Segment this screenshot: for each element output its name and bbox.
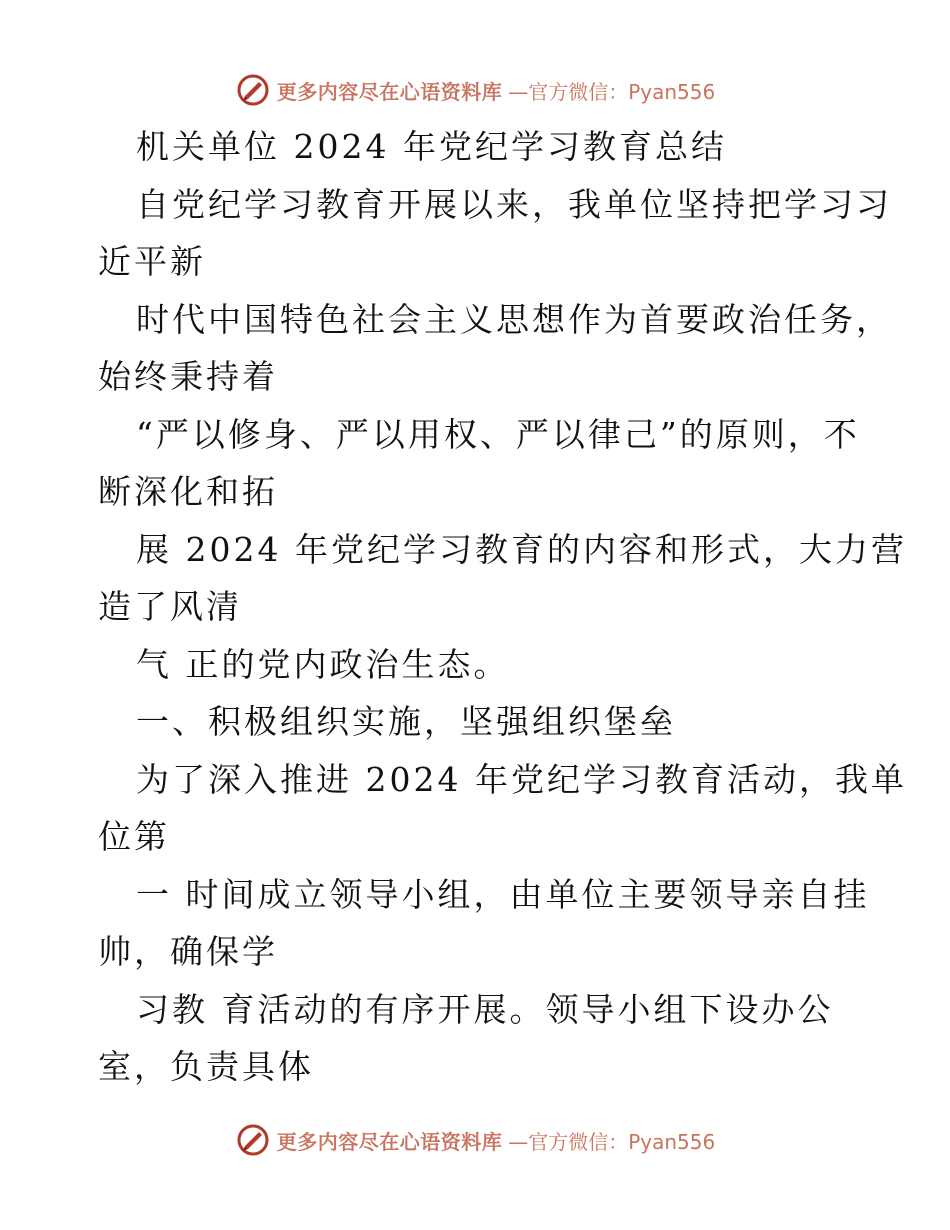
document-line: 一 时间成立领导小组，由单位主要领导亲自挂 <box>136 874 870 914</box>
watermark-site-text: 更多内容尽在心语资料库 <box>276 1129 503 1154</box>
document-line: 时代中国特色社会主义思想作为首要政治任务， <box>136 299 892 339</box>
watermark-site-text: 更多内容尽在心语资料库 <box>276 79 503 104</box>
document-line: 位第 <box>98 817 170 856</box>
document-body <box>98 118 907 1096</box>
document-line: 展 2024 年党纪学习教育的内容和形式，大力营 <box>136 529 907 569</box>
header-watermark <box>0 70 950 110</box>
document-line: 机关单位 2024 年党纪学习教育总结 <box>136 127 727 166</box>
watermark-contact-text: —官方微信：Pyan556 <box>508 1129 716 1154</box>
document-line: 帅，确保学 <box>98 932 278 971</box>
document-line: 造了风清 <box>98 587 242 626</box>
document-line: 习教 育活动的有序开展。领导小组下设办公 <box>136 989 834 1029</box>
document-line: 为了深入推进 2024 年党纪学习教育活动，我单 <box>136 759 907 799</box>
document-line: 始终秉持着 <box>98 357 278 396</box>
watermark-contact-text: —官方微信：Pyan556 <box>508 79 716 104</box>
footer-watermark <box>0 1120 950 1160</box>
document-line: 断深化和拓 <box>98 472 278 511</box>
pen-seal-icon <box>235 1122 271 1158</box>
document-line: 室，负责具体 <box>98 1047 314 1086</box>
document-line: “严以修身、严以用权、严以律己”的原则，不 <box>136 414 860 454</box>
document-line: 自党纪学习教育开展以来，我单位坚持把学习习 <box>136 184 892 224</box>
document-line: 一、积极组织实施，坚强组织堡垒 <box>136 702 676 741</box>
pen-seal-icon <box>235 72 271 108</box>
document-line: 近平新 <box>98 242 206 281</box>
document-line: 气 正的党内政治生态。 <box>136 644 510 684</box>
